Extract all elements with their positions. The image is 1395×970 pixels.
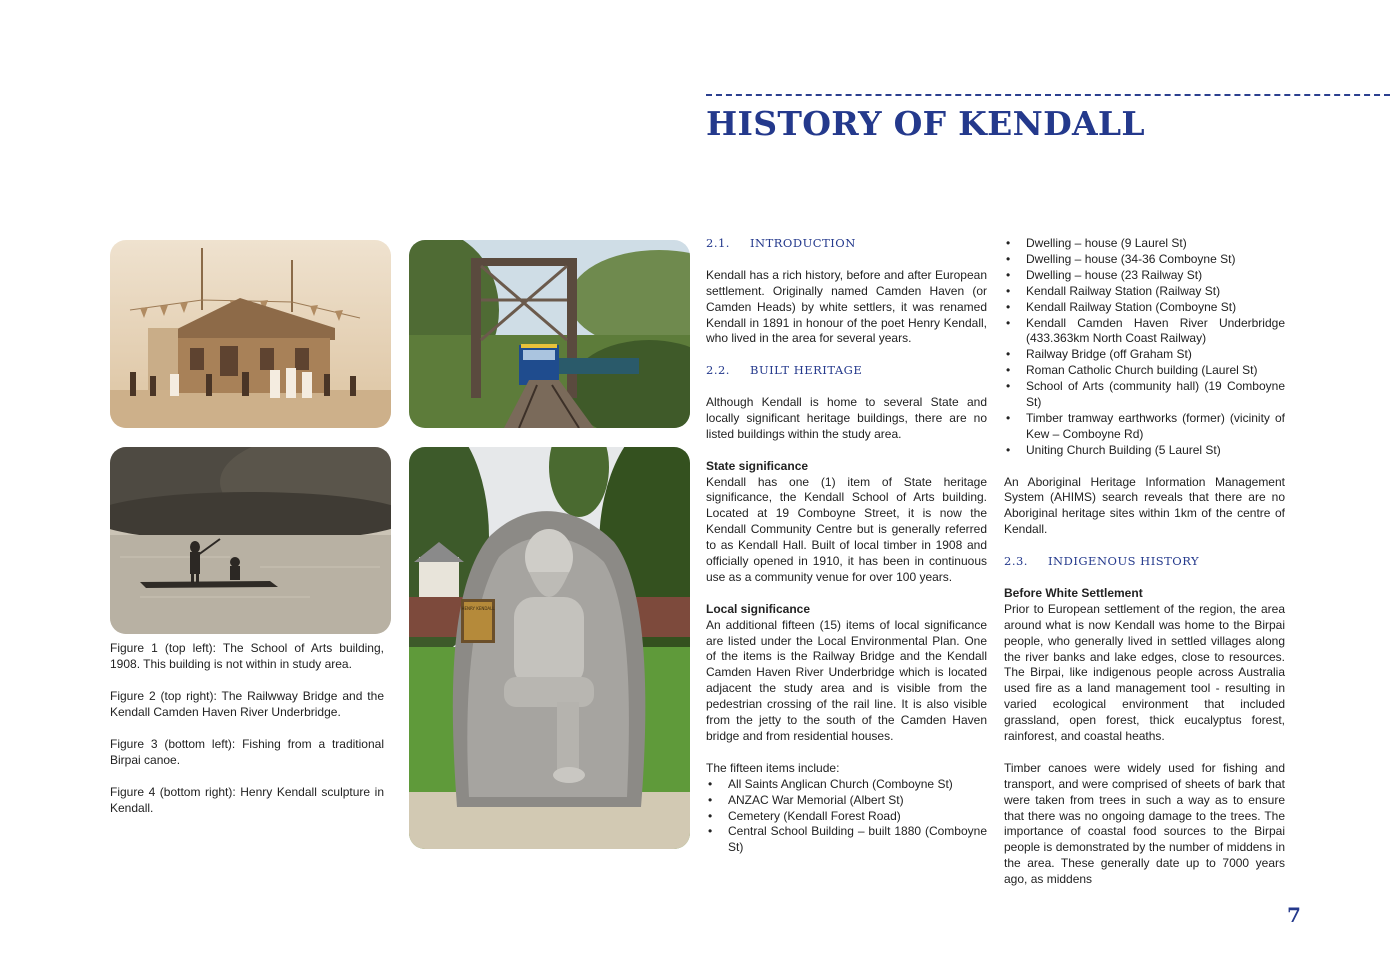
section-heading-built-heritage xyxy=(706,363,987,379)
section-title: INTRODUCTION xyxy=(750,236,856,250)
figure-captions xyxy=(110,640,384,832)
before-white-settlement-heading: Before White Settlement xyxy=(1004,585,1143,600)
section-number: 2.1. xyxy=(706,236,730,250)
list-item: • Dwelling – house (34-36 Comboyne St) xyxy=(1026,252,1285,268)
list-item: • School of Arts (community hall) (19 Comboyne St) xyxy=(1026,379,1285,411)
ahims-paragraph: An Aboriginal Heritage Information Management System (AHIMS) search reveals that there are no Aboriginal heritage sites within 1km of the centre of Kendall. xyxy=(1004,474,1285,537)
section-title: BUILT HERITAGE xyxy=(750,363,863,378)
heritage-items-intro: The fifteen items include: xyxy=(706,760,840,775)
figure-4-henry-kendall-sculpture-photo xyxy=(409,447,690,849)
figure-3-birpai-canoe-photo xyxy=(110,447,391,634)
list-item: • Kendall Railway Station (Railway St) xyxy=(1026,284,1285,300)
list-item: • All Saints Anglican Church (Comboyne St) xyxy=(728,777,987,793)
state-significance-paragraph: Kendall has one (1) item of State heritage significance, the Kendall School of Arts building. Located at 19 Comboyne Street, it is now the Kendall Community Centre but is generally referred to as Kendall Hall. Built of local timber in 1908 and officially opened in 1910, it has been in continuous use as a community venue for over 100 years. xyxy=(706,474,987,584)
list-item: • Roman Catholic Church building (Laurel St) xyxy=(1026,363,1285,379)
list-item: • ANZAC War Memorial (Albert St) xyxy=(728,793,987,809)
heritage-items-list-left xyxy=(706,777,987,857)
list-item: • Central School Building – built 1880 (Comboyne St) xyxy=(728,824,987,856)
page-title: HISTORY OF KENDALL xyxy=(706,104,1145,143)
text-column-left xyxy=(706,236,987,872)
list-item: • Dwelling – house (23 Railway St) xyxy=(1026,268,1285,284)
figure-1-school-of-arts-photo xyxy=(110,240,391,428)
indigenous-paragraph-2: Timber canoes were widely used for fishing and transport, and were comprised of sheets of bark that were taken from trees in such a way as to ensure that there was no ongoing damage to the trees. The importance of coastal food sources to the Birpai people is demonstrated by the number of middens in the area. These generally date up to 7000 years ago, as middens xyxy=(1004,760,1285,887)
local-significance-heading: Local significance xyxy=(706,601,811,616)
text-column-right xyxy=(1004,236,1285,904)
section-heading-indigenous-history xyxy=(1004,554,1285,570)
local-significance-paragraph: An additional fifteen (15) items of local significance are listed under the Local Environmental Plan. One of the items is the Railway Bridge and the Kendall Camden Haven River Underbridge which is located adjacent the study area and is visible from the pedestrian crossing of the rail line. It is also visible from the jetty to the south of the Camden Haven bridge and from residential houses. xyxy=(706,617,987,744)
list-item: • Kendall Camden Haven River Underbridge (433.363km North Coast Railway) xyxy=(1026,316,1285,348)
caption-figure-1: Figure 1 (top left): The School of Arts building, 1908. This building is not within in study area. xyxy=(110,641,384,671)
page-number: 7 xyxy=(1287,903,1301,927)
indigenous-paragraph-1: Prior to European settlement of the region, the area around what is now Kendall was home to the Birpai people, who generally lived in settled villages along the river banks and lake edges, close to resources. The Birpai, like indigenous people across Australia used fire as a land management tool - resulting in varied ecological environment that included grassland, open forest, thick eucalyptus forest, rainforest, and coastal heaths. xyxy=(1004,601,1285,744)
list-item: • Dwelling – house (9 Laurel St) xyxy=(1026,236,1285,252)
list-item: • Cemetery (Kendall Forest Road) xyxy=(728,809,987,825)
caption-figure-4: Figure 4 (bottom right): Henry Kendall sculpture in Kendall. xyxy=(110,785,384,815)
figure-2-railway-bridge-photo xyxy=(409,240,690,428)
header-dashed-rule xyxy=(706,94,1390,96)
section-number: 2.3. xyxy=(1004,554,1028,569)
sculpture-plaque-text: HENRY KENDALL xyxy=(461,606,495,611)
heritage-items-list-right xyxy=(1004,236,1285,459)
section-heading-introduction xyxy=(706,236,987,252)
section-title: INDIGENOUS HISTORY xyxy=(1048,554,1200,569)
list-item: • Uniting Church Building (5 Laurel St) xyxy=(1026,443,1285,459)
intro-paragraph: Kendall has a rich history, before and after European settlement. Originally named Camden Haven (or Camden Heads) by white settlers, it was renamed Kendall in 1891 in honour of the poet Henry Kendall, who lived in the area for several years. xyxy=(706,267,987,346)
caption-figure-3: Figure 3 (bottom left): Fishing from a traditional Birpai canoe. xyxy=(110,737,384,767)
built-heritage-paragraph: Although Kendall is home to several State and locally significant heritage buildings, there are no listed buildings within the study area. xyxy=(706,395,987,441)
caption-figure-2: Figure 2 (top right): The Railwway Bridge and the Kendall Camden Haven River Underbridge. xyxy=(110,689,384,719)
list-item: • Kendall Railway Station (Comboyne St) xyxy=(1026,300,1285,316)
list-item: • Railway Bridge (off Graham St) xyxy=(1026,347,1285,363)
list-item: • Timber tramway earthworks (former) (vicinity of Kew – Comboyne Rd) xyxy=(1026,411,1285,443)
state-significance-heading: State significance xyxy=(706,458,809,473)
section-number: 2.2. xyxy=(706,363,730,378)
